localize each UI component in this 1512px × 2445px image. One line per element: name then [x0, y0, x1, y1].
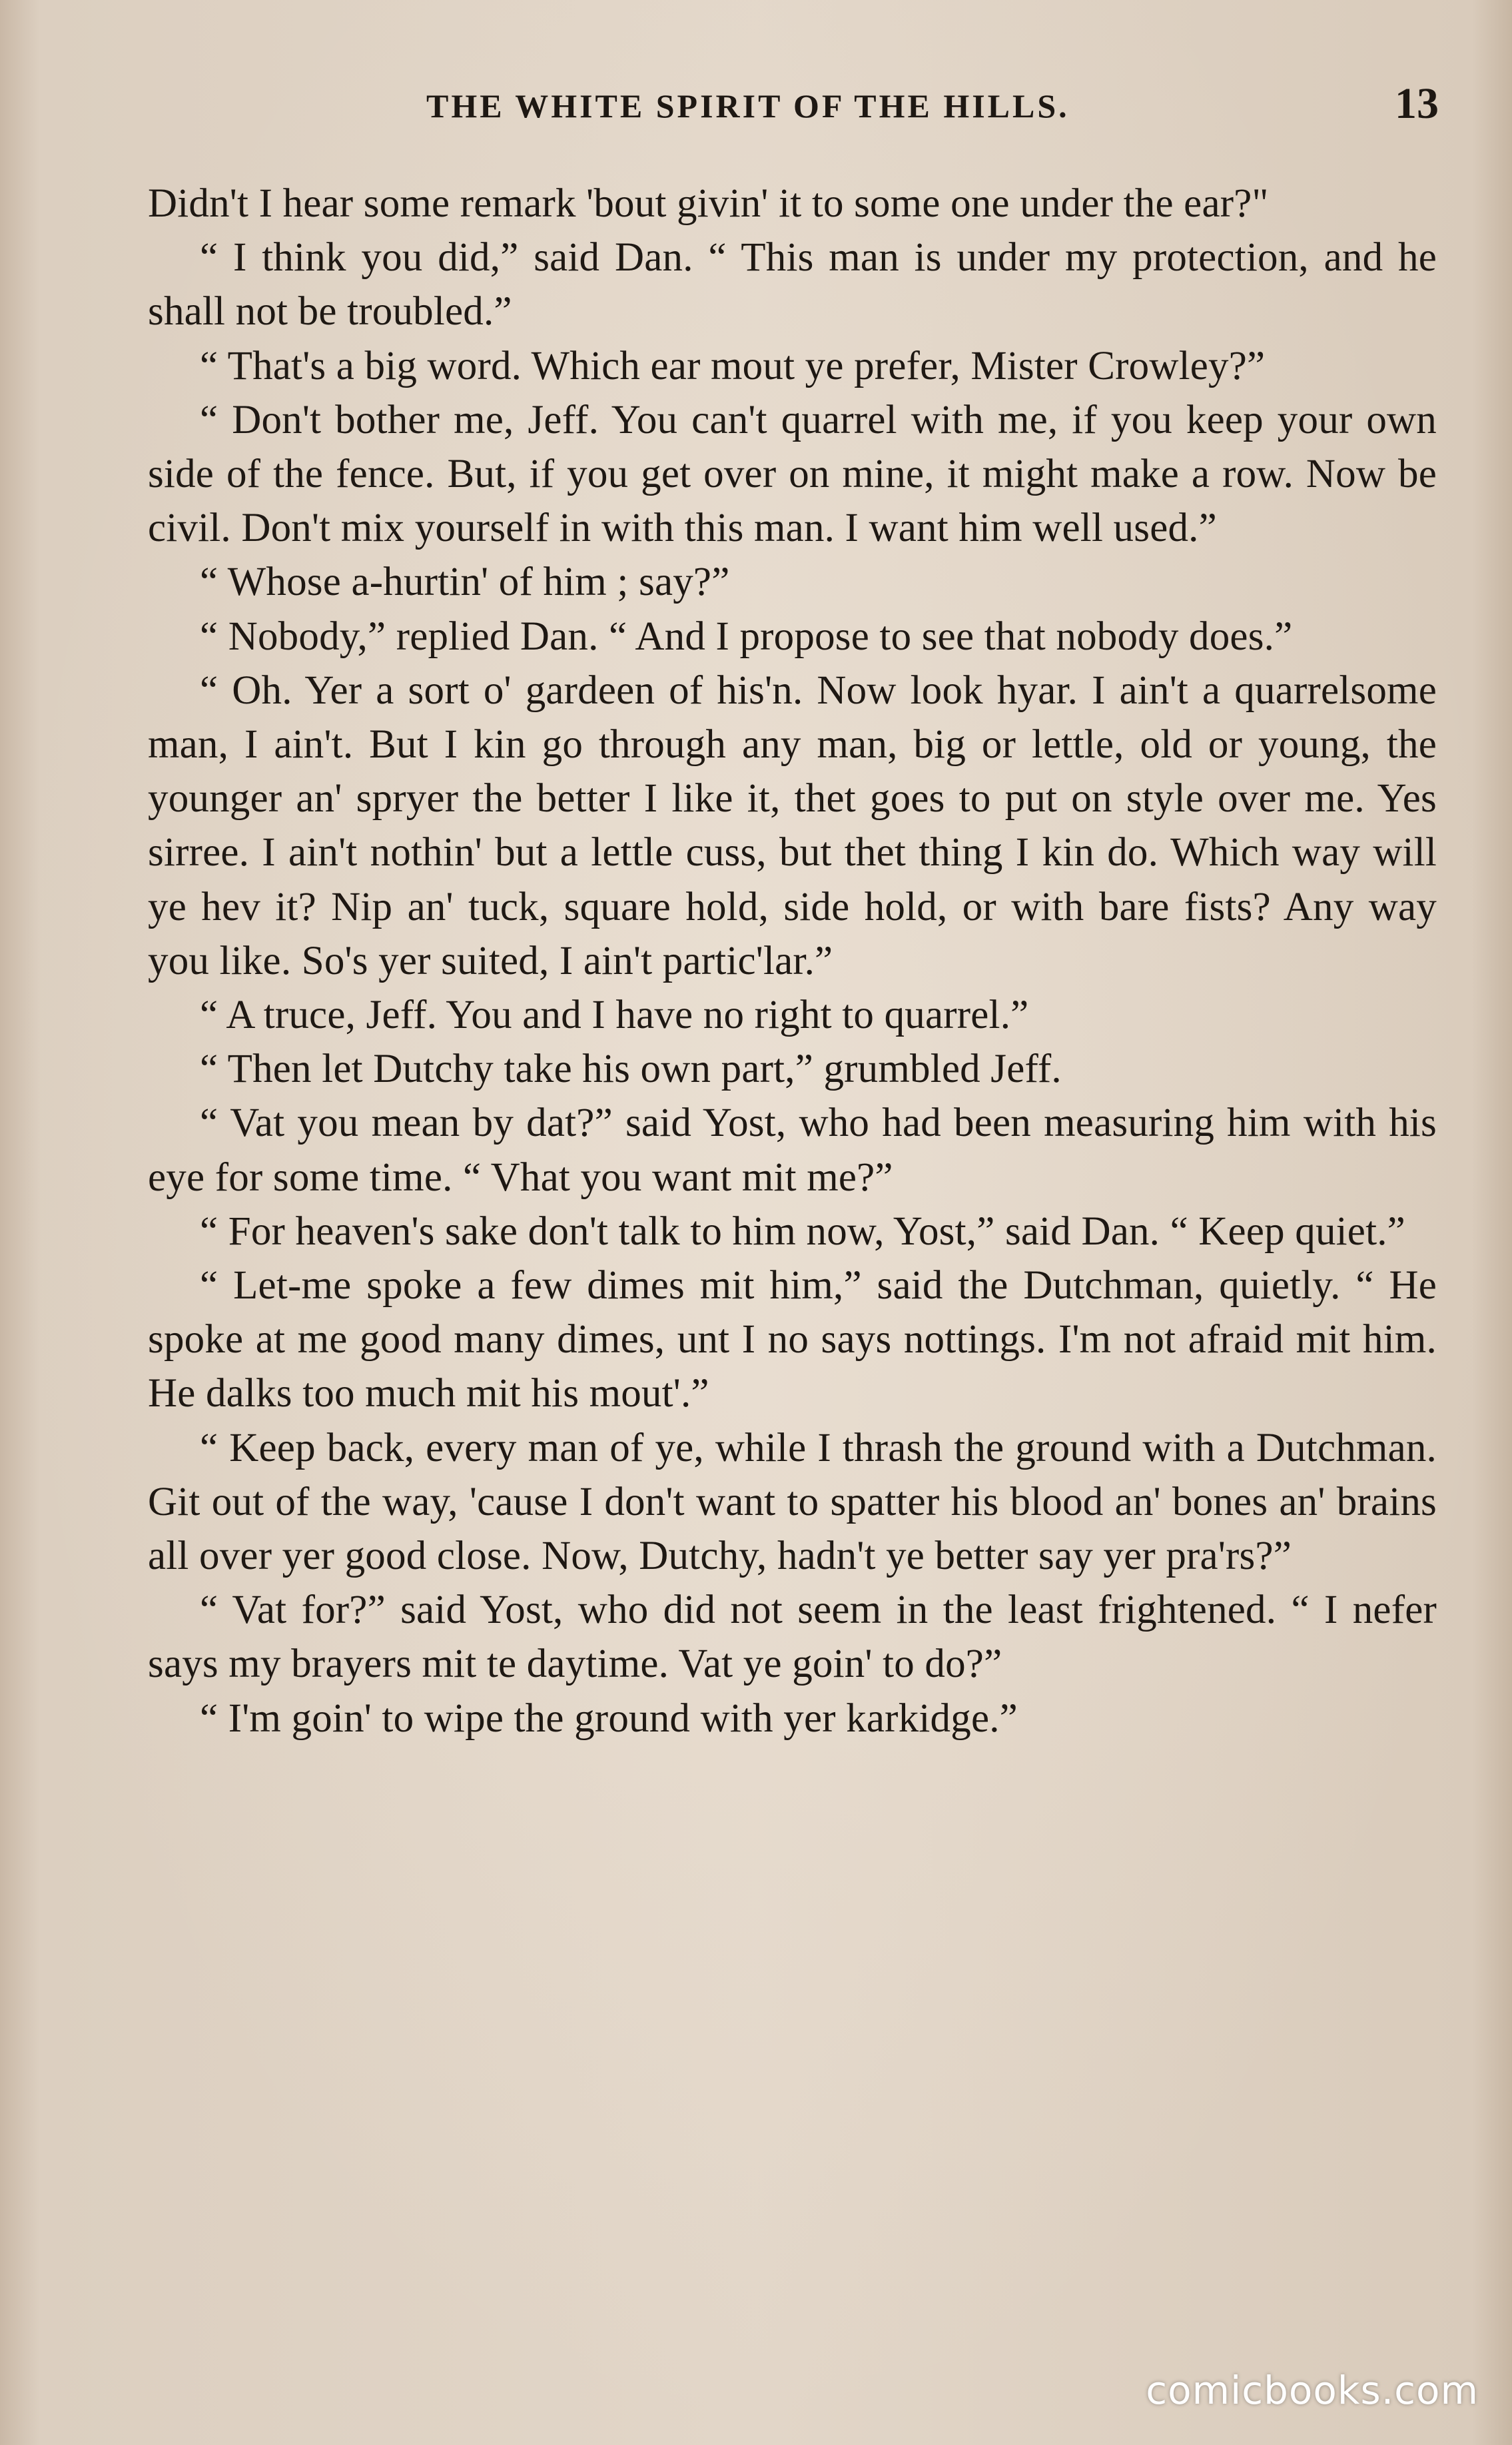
running-title: THE WHITE SPIRIT OF THE HILLS.: [426, 87, 1070, 125]
paragraph: “ Keep back, every man of ye, while I thrash the ground with a Dutchman. Git out of the way, 'cause I don't want to spatter his blood an' bones an' brains all over yer good close. Now, Dutchy, hadn't ye better say yer pra'rs?”: [148, 1425, 1437, 1579]
page-header: [147, 79, 1439, 139]
paragraph: “ Vat for?” said Yost, who did not seem in the least frightened. “ I nefer says my brayers mit te daytime. Vat ye goin' to do?”: [148, 1588, 1437, 1687]
watermark: comicbooks.com: [1146, 2368, 1479, 2413]
paragraph: “ That's a big word. Which ear mout ye prefer, Mister Crowley?”: [200, 343, 1266, 388]
paragraph: “ Then let Dutchy take his own part,” grumbled Jeff.: [200, 1047, 1062, 1092]
paragraph: “ Oh. Yer a sort o' gardeen of his'n. Now look hyar. I ain't a quarrelsome man, I ain't. But I kin go through any man, big or lettle, old or young, the younger an' spryer the better I like it, thet goes to put on style over me. Yes sirree. I ain't nothin' but a lettle cuss, but thet thing I kin do. Which way will ye hev it? Nip an' tuck, square hold, side hold, or with bare fists? Any way you like. So's yer suited, I ain't partic'lar.”: [148, 668, 1437, 983]
paragraph: “ Vat you mean by dat?” said Yost, who had been measuring him with his eye for some time. “ Vhat you want mit me?”: [148, 1101, 1437, 1200]
paragraph: “ Let-me spoke a few dimes mit him,” said the Dutchman, quietly. “ He spoke at me good many dimes, unt I no says nottings. I'm not afraid mit him. He dalks too much mit his mout'.”: [148, 1263, 1437, 1416]
paragraph: “ Whose a-hurtin' of him ; say?”: [200, 560, 730, 605]
paragraph: “ For heaven's sake don't talk to him now, Yost,” said Dan. “ Keep quiet.”: [200, 1209, 1405, 1254]
paragraph: “ Nobody,” replied Dan. “ And I propose to see that nobody does.”: [200, 614, 1293, 659]
paragraph: “ I think you did,” said Dan. “ This man is under my protection, and he shall not be troubled.”: [148, 235, 1437, 334]
paragraph: “ Don't bother me, Jeff. You can't quarrel with me, if you keep your own side of the fence. But, if you get over on mine, it might make a row. Now be civil. Don't mix yourself in with this man. I want him well used.”: [148, 397, 1437, 551]
page-number: 13: [1395, 79, 1439, 128]
body-text: [148, 177, 1437, 1745]
paragraph: “ A truce, Jeff. You and I have no right to quarrel.”: [200, 993, 1029, 1038]
paragraph: Didn't I hear some remark 'bout givin' it to some one under the ear?": [148, 181, 1269, 226]
paragraph: “ I'm goin' to wipe the ground with yer karkidge.”: [200, 1696, 1018, 1741]
